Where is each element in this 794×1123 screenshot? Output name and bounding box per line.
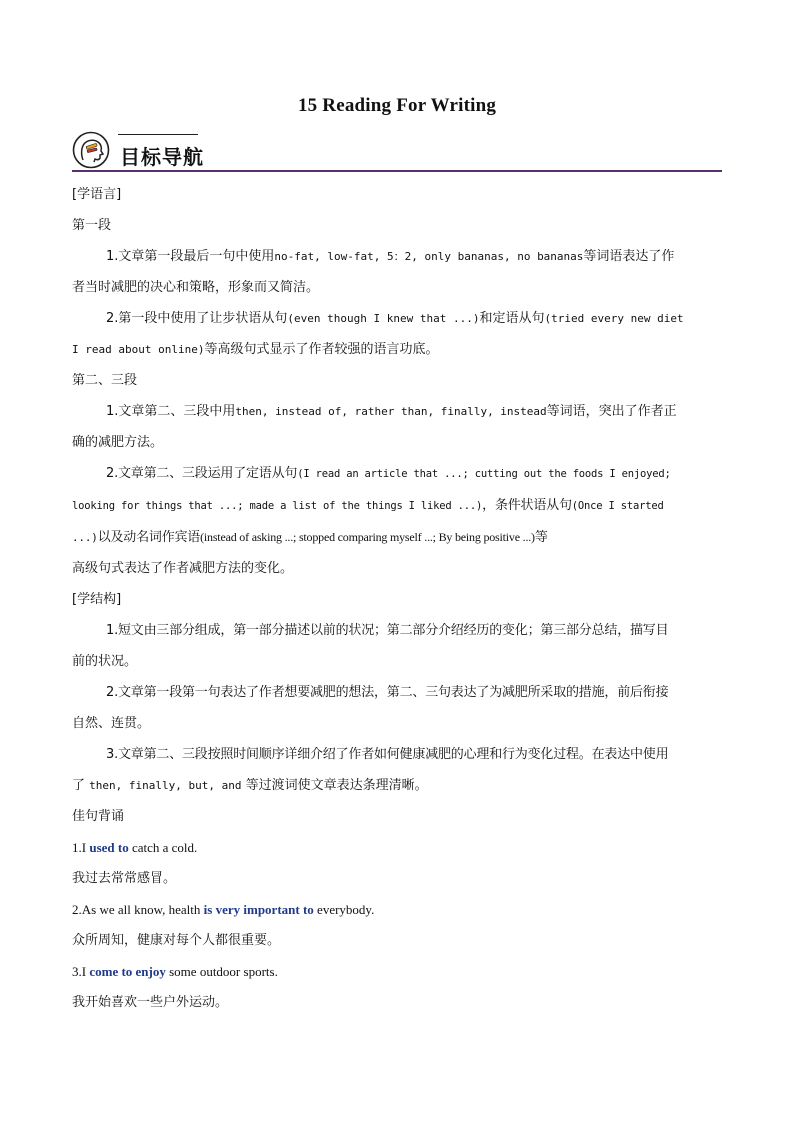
note-s3-cont: 了 then, finally, but, and 等过渡词使文章表达条理清晰。 [72,778,428,793]
section-heading-structure: [学结构] [72,592,122,607]
note-s2-cont: 自然、连贯。 [72,716,151,731]
note-p2-2-cont1: looking for things that ...; made a list of the things I liked ...)，条件状语从句(Once I started [72,498,664,513]
page-title: 15 Reading For Writing [297,95,497,116]
note-p1-2: 2.第一段中使用了让步状语从句(even though I knew that ...)和定语从句(tried every new diet [106,311,684,326]
paragraph-heading-1: 第一段 [72,218,112,233]
note-p2-2-cont2: ...)以及动名词作宾语(instead of asking ...; stopped comparing myself ...; By being positive ...)等 [72,530,548,545]
content-body [72,179,722,1018]
note-p2-2: 2.文章第二、三段运用了定语从句(I read an article that ...; cutting out the foods I enjoyed; [106,466,671,481]
note-s1-cont: 前的状况。 [72,654,138,669]
example-sentence-3: 3.I come to enjoy some outdoor sports. [72,964,278,979]
note-p1-1: 1.文章第一段最后一句中使用no-fat, low-fat, 5：2, only bananas, no bananas等词语表达了作 [106,249,675,264]
example-sentence-1: 1.I used to catch a cold. [72,840,198,855]
note-s2: 2.文章第一段第一句表达了作者想要减肥的想法，第二、三句表达了为减肥所采取的措施，前后衔接 [106,685,669,700]
section-banner [72,128,722,174]
note-p1-1-cont: 者当时减肥的决心和策略，形象而又简洁。 [72,280,320,295]
example-sentence-2: 2.As we all know, health is very important to everybody. [72,902,375,917]
note-s3: 3.文章第二、三段按照时间顺序详细介绍了作者如何健康减肥的心理和行为变化过程。在表达中使用 [106,747,669,762]
keyword-phrase: used to [89,840,129,855]
note-p1-2-cont: I read about online)等高级句式显示了作者较强的语言功底。 [72,342,439,357]
note-p2-1: 1.文章第二、三段中用then, instead of, rather than, finally, instead等词语，突出了作者正 [106,404,677,419]
learning-head-icon [72,131,110,169]
section-heading-recite: 佳句背诵 [72,809,125,824]
example-translation-2: 众所周知，健康对每个人都很重要。 [72,933,281,948]
section-heading-language: [学语言] [72,187,122,202]
example-translation-1: 我过去常常感冒。 [72,871,177,886]
note-s1: 1.短文由三部分组成，第一部分描述以前的状况；第二部分介绍经历的变化；第三部分总结，描写目 [106,623,669,638]
note-p2-2-cont3: 高级句式表达了作者减肥方法的变化。 [72,561,294,576]
banner-label: 目标导航 [120,145,204,169]
example-translation-3: 我开始喜欢一些户外运动。 [72,995,229,1010]
banner-top-line [118,134,198,135]
keyword-phrase: is very important to [203,902,314,917]
paragraph-heading-23: 第二、三段 [72,373,138,388]
keyword-phrase: come to enjoy [89,964,166,979]
note-p2-1-cont: 确的减肥方法。 [72,435,164,450]
banner-rule [72,170,722,172]
